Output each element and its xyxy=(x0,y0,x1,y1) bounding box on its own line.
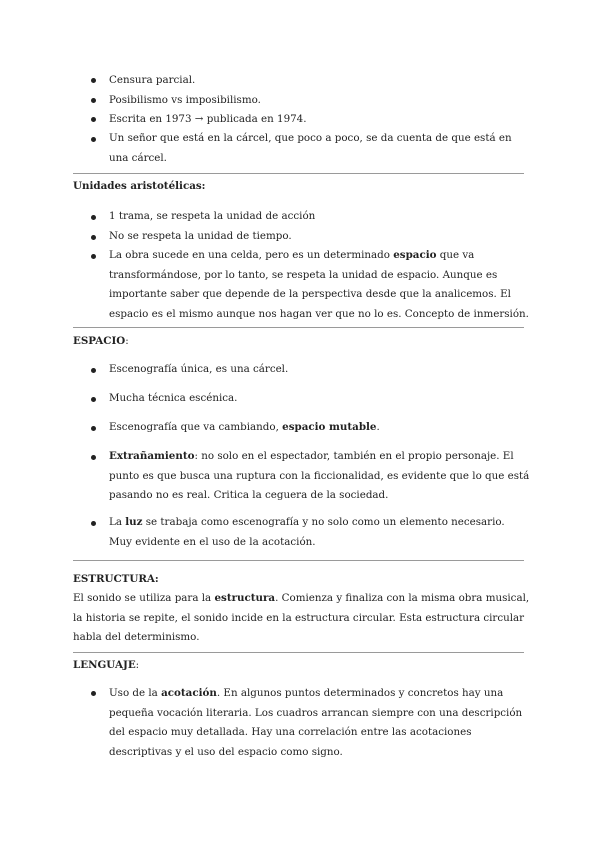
bullet-icon xyxy=(91,98,96,103)
bullet-icon xyxy=(91,117,96,122)
bullet-icon xyxy=(91,254,96,259)
bullet-icon xyxy=(91,215,96,220)
bullet-icon xyxy=(91,235,96,240)
list-item: Mucha técnica escénica. xyxy=(109,392,238,404)
list-item: Escrita en 1973 → publicada en 1974. xyxy=(109,113,307,125)
bullet-icon xyxy=(91,397,96,402)
paragraph: El sonido se utiliza para la estructura. Comienza y finaliza con la misma obra musical, la historia se repite, el sonido incide en la estructura circular. Esta estructura circular habla del determinismo. xyxy=(73,592,530,643)
section-divider xyxy=(73,173,524,174)
list-item: Extrañamiento: no solo en el espectador, también en el propio personaje. El punto es que busca una ruptura con la ficcionalidad, es evidente que lo que está pasando no es real. Critica la ceguera de la sociedad. xyxy=(109,450,530,501)
section-heading-espacio: ESPACIO: xyxy=(73,335,129,347)
list-item: Censura parcial. xyxy=(109,74,196,86)
list-item: Posibilismo vs imposibilismo. xyxy=(109,94,261,106)
section-heading-estructura: ESTRUCTURA: xyxy=(73,573,159,585)
bullet-icon xyxy=(91,426,96,431)
bullet-icon xyxy=(91,368,96,373)
bullet-icon xyxy=(91,455,96,460)
list-item: Escenografía única, es una cárcel. xyxy=(109,363,289,375)
list-item: La luz se trabaja como escenografía y no solo como un elemento necesario. Muy evidente en el uso de la acotación. xyxy=(109,516,505,548)
bullet-icon xyxy=(91,691,96,696)
list-item: Escenografía que va cambiando, espacio mutable. xyxy=(109,421,380,433)
bullet-icon xyxy=(91,78,96,83)
list-item: Un señor que está en la cárcel, que poco a poco, se da cuenta de que está en una cárcel. xyxy=(109,132,512,164)
section-divider xyxy=(73,652,524,653)
list-item: La obra sucede en una celda, pero es un determinado espacio que va transformándose, por lo tanto, se respeta la unidad de espacio. Aunque es importante saber que depende de la perspectiva desde que la analicemos. El espacio es el mismo aunque nos hagan ver que no lo es. Concepto de inmersión. xyxy=(109,249,529,320)
list-item: 1 trama, se respeta la unidad de acción xyxy=(109,210,316,222)
list-item: Uso de la acotación. En algunos puntos determinados y concretos hay una pequeña vocación literaria. Los cuadros arrancan siempre con una descripción del espacio muy detallada. Hay una correlación entre las acotaciones descriptivas y el uso del espacio como signo. xyxy=(109,687,523,758)
section-heading-unidades: Unidades aristotélicas: xyxy=(73,180,206,192)
list-item: No se respeta la unidad de tiempo. xyxy=(109,230,292,242)
section-divider xyxy=(73,327,524,328)
bullet-icon xyxy=(91,521,96,526)
section-heading-lenguaje: LENGUAJE: xyxy=(73,659,140,671)
section-divider xyxy=(73,560,524,561)
bullet-icon xyxy=(91,137,96,142)
